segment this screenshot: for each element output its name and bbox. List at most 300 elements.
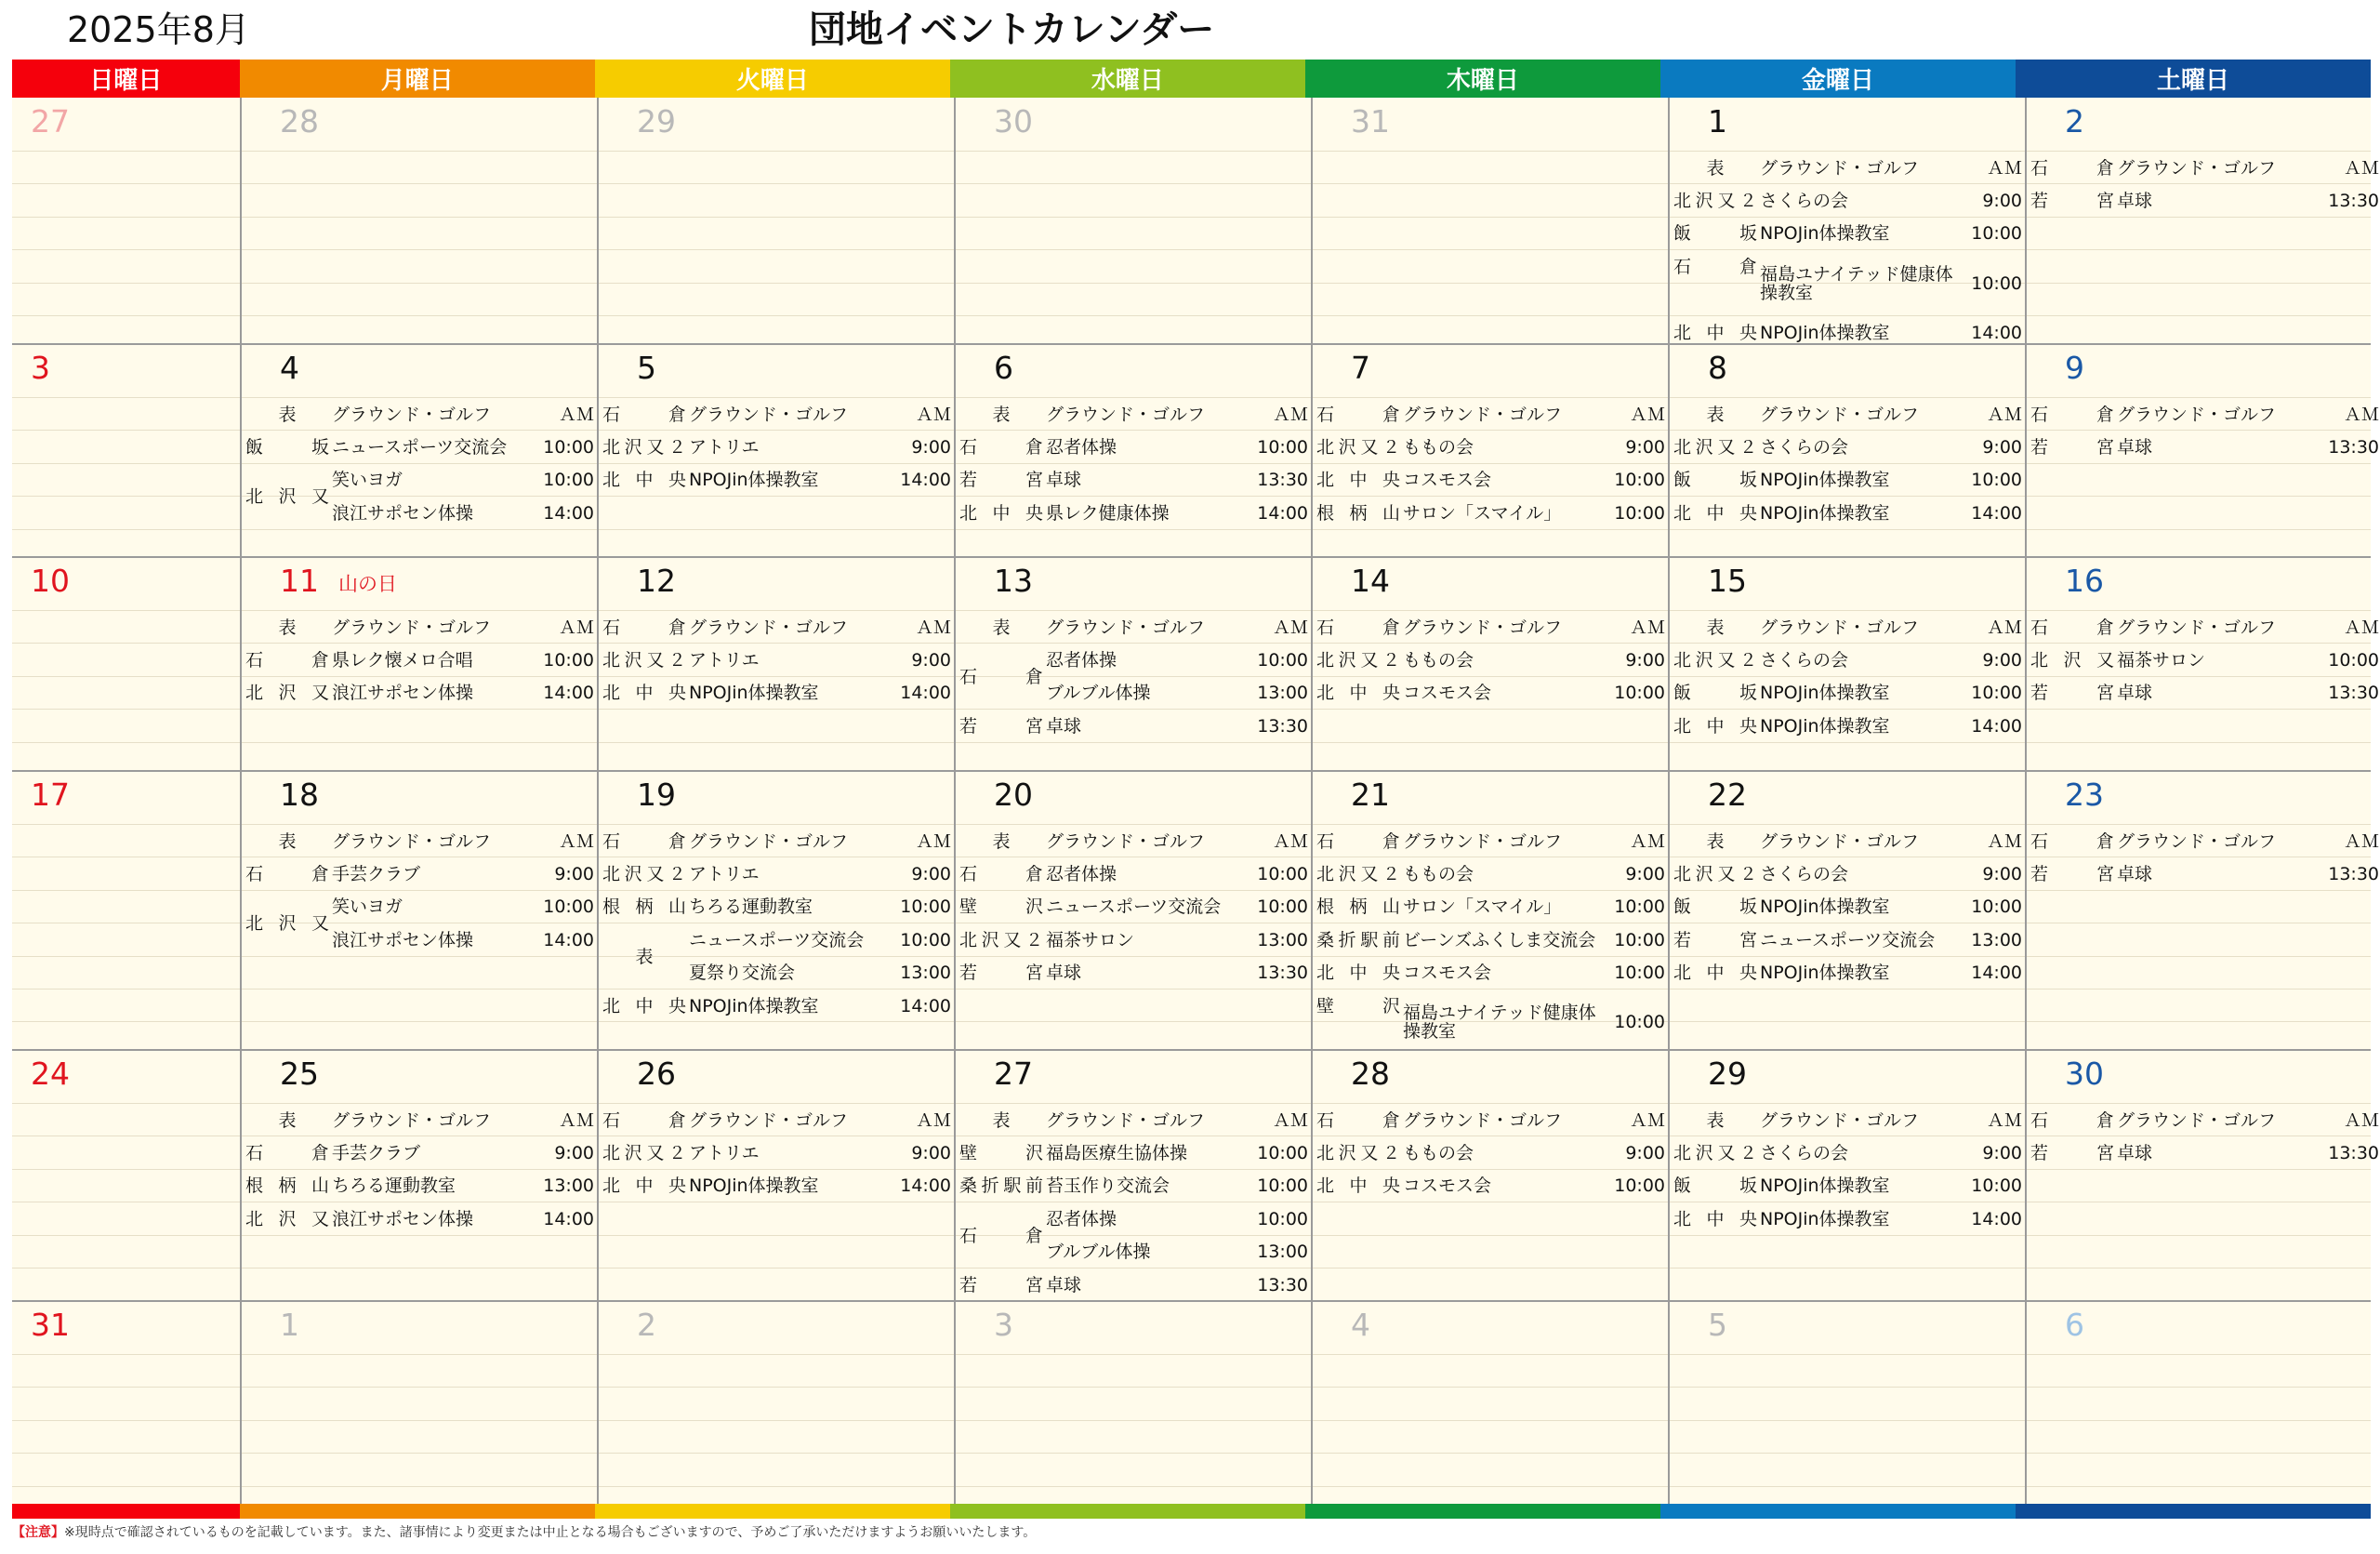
event-name: NPOJin体操教室: [689, 995, 819, 1016]
day-cell[interactable]: [955, 98, 1310, 342]
event-row[interactable]: [241, 1136, 596, 1169]
event-row[interactable]: [1669, 1202, 2024, 1235]
event-location: 石 倉: [2030, 830, 2114, 852]
event-time: ＡＭ: [1986, 830, 2022, 852]
event-time: ＡＭ: [1629, 617, 1665, 638]
event-row[interactable]: [1312, 398, 1667, 431]
event-row[interactable]: [955, 677, 1310, 710]
day-number: 11: [280, 563, 319, 599]
event-name: グラウンド・ゴルフ: [1403, 404, 1563, 425]
event-location: 表: [1706, 617, 1725, 638]
event-name: アトリエ: [689, 1143, 760, 1164]
note-text: ※現時点で確認されているものを記載しています。また、諸事情により変更または中止となる場合もございますので、予めご了承いただけますようお願いいたします。: [64, 1525, 1037, 1540]
event-row[interactable]: [1669, 891, 2024, 923]
event-row[interactable]: [955, 464, 1310, 497]
event-name: コスモス会: [1403, 470, 1492, 491]
event-row[interactable]: [2026, 857, 2380, 890]
event-time: 9:00: [1982, 191, 2022, 212]
event-name: 卓球: [1046, 963, 1082, 984]
day-cell[interactable]: [598, 1301, 953, 1502]
event-name: 卓球: [2117, 191, 2153, 212]
day-cell[interactable]: [955, 1050, 1310, 1299]
event-location: 北 沢 又 ２: [602, 864, 686, 885]
event-row[interactable]: [955, 1236, 1310, 1268]
holiday-label: 山の日: [338, 573, 397, 595]
event-time: 9:00: [1625, 437, 1665, 458]
day-number: 15: [1708, 563, 1747, 599]
event-location: 若 宮: [2030, 437, 2114, 458]
event-time: 10:00: [1614, 502, 1665, 524]
event-time: 9:00: [1982, 650, 2022, 671]
event-row[interactable]: [2026, 644, 2380, 676]
event-row[interactable]: [598, 431, 953, 463]
event-time: 10:00: [1257, 1175, 1308, 1197]
event-location: 北 中 央: [602, 683, 686, 704]
event-row[interactable]: [1669, 431, 2024, 463]
event-row[interactable]: [955, 431, 1310, 463]
event-name: NPOJin体操教室: [1760, 963, 1890, 984]
event-row[interactable]: [1669, 218, 2024, 250]
day-cell[interactable]: [12, 1050, 239, 1299]
day-number: 14: [1351, 563, 1390, 599]
event-name: グラウンド・ゴルフ: [332, 617, 492, 638]
day-cell[interactable]: [2026, 771, 2380, 1048]
event-name: グラウンド・ゴルフ: [1760, 157, 1920, 179]
day-cell[interactable]: [241, 98, 596, 342]
event-time: ＡＭ: [558, 617, 594, 638]
event-row[interactable]: [1669, 1136, 2024, 1169]
day-cell[interactable]: [2026, 1301, 2380, 1502]
event-time: 10:00: [1614, 683, 1665, 704]
bottom-bar-segment: [240, 1504, 595, 1519]
event-time: 14:00: [543, 683, 594, 704]
event-row[interactable]: [1669, 923, 2024, 956]
event-row[interactable]: [955, 398, 1310, 431]
event-row[interactable]: [1669, 497, 2024, 529]
event-row[interactable]: [1669, 152, 2024, 184]
event-row[interactable]: [2026, 611, 2380, 644]
day-cell[interactable]: [12, 98, 239, 342]
event-name: グラウンド・ゴルフ: [1760, 830, 1920, 852]
event-row[interactable]: [598, 990, 953, 1022]
event-name: グラウンド・ゴルフ: [1046, 404, 1206, 425]
day-number: 27: [31, 103, 70, 139]
event-location: 飯 坂: [1673, 1175, 1757, 1197]
day-cell[interactable]: [1312, 557, 1667, 769]
event-row[interactable]: [1669, 1104, 2024, 1136]
event-name: NPOJin体操教室: [1760, 470, 1890, 491]
day-cell[interactable]: [1669, 557, 2024, 769]
event-row[interactable]: [598, 1170, 953, 1202]
event-name: 夏祭り交流会: [689, 963, 796, 984]
day-cell[interactable]: [12, 771, 239, 1048]
day-cell[interactable]: [598, 1050, 953, 1299]
event-row[interactable]: [598, 464, 953, 497]
event-name: グラウンド・ゴルフ: [689, 404, 849, 425]
event-time: 14:00: [1971, 1208, 2022, 1229]
event-time: 9:00: [554, 1143, 594, 1164]
event-row[interactable]: [955, 1268, 1310, 1299]
event-row[interactable]: [1669, 398, 2024, 431]
day-cell[interactable]: [2026, 1050, 2380, 1299]
event-row[interactable]: [955, 923, 1310, 956]
event-name: ももの会: [1403, 437, 1474, 458]
day-number: 1: [1708, 103, 1727, 139]
event-row[interactable]: [1312, 677, 1667, 710]
day-number: 23: [2065, 777, 2104, 813]
day-number: 2: [2065, 103, 2084, 139]
event-row[interactable]: [2026, 825, 2380, 857]
event-location: 表: [635, 946, 654, 967]
event-time: 10:00: [1257, 897, 1308, 918]
event-time: 13:30: [1257, 1274, 1308, 1295]
day-cell[interactable]: [2026, 344, 2380, 555]
event-time: 9:00: [1625, 650, 1665, 671]
event-row[interactable]: [1312, 644, 1667, 676]
day-cell[interactable]: [598, 344, 953, 555]
event-location: 石 倉: [1316, 617, 1400, 638]
event-row[interactable]: [1312, 825, 1667, 857]
day-number: 2: [637, 1307, 656, 1343]
day-number: 25: [280, 1056, 319, 1092]
event-time: ＡＭ: [1986, 617, 2022, 638]
event-row[interactable]: [955, 644, 1310, 687]
event-row[interactable]: [598, 1104, 953, 1136]
event-row[interactable]: [955, 1136, 1310, 1169]
event-name: 卓球: [2117, 1143, 2153, 1164]
event-row[interactable]: [1669, 184, 2024, 217]
event-location: 北 沢 又: [2030, 650, 2114, 671]
event-row[interactable]: [1312, 431, 1667, 463]
event-name: さくらの会: [1760, 650, 1849, 671]
event-row[interactable]: [598, 611, 953, 644]
event-time: ＡＭ: [1629, 404, 1665, 425]
event-row[interactable]: [598, 825, 953, 857]
event-row[interactable]: [598, 891, 953, 923]
event-location: 根 柄 山: [1316, 502, 1400, 524]
event-location: 石 倉: [602, 1109, 686, 1131]
day-cell[interactable]: [598, 98, 953, 342]
event-name: グラウンド・ゴルフ: [1760, 617, 1920, 638]
event-location: 北 中 央: [602, 470, 686, 491]
event-location: 北 沢 又 ２: [1316, 650, 1400, 671]
event-time: 10:00: [1971, 470, 2022, 491]
day-number: 26: [637, 1056, 676, 1092]
event-name: グラウンド・ゴルフ: [1403, 830, 1563, 852]
event-row[interactable]: [241, 611, 596, 644]
event-row[interactable]: [1669, 250, 2024, 316]
event-location: 北 中 央: [602, 1175, 686, 1197]
event-time: 9:00: [1625, 1143, 1665, 1164]
day-cell[interactable]: [1312, 771, 1667, 1048]
event-row[interactable]: [598, 677, 953, 710]
day-cell[interactable]: [241, 344, 596, 555]
day-cell[interactable]: [955, 771, 1310, 1048]
event-time: 14:00: [900, 683, 951, 704]
event-name: グラウンド・ゴルフ: [689, 1109, 849, 1131]
event-row[interactable]: [1312, 611, 1667, 644]
event-name: ニュースポーツ交流会: [1760, 929, 1936, 950]
day-cell[interactable]: [598, 557, 953, 769]
event-name: ニュースポーツ交流会: [689, 929, 865, 950]
event-time: ＡＭ: [558, 830, 594, 852]
event-row[interactable]: [241, 464, 596, 508]
event-name: さくらの会: [1760, 864, 1849, 885]
event-time: 14:00: [1971, 963, 2022, 984]
event-name: 福島医療生協体操: [1046, 1143, 1188, 1164]
event-row[interactable]: [955, 1170, 1310, 1202]
event-row[interactable]: [955, 825, 1310, 857]
event-row[interactable]: [241, 497, 596, 529]
day-cell[interactable]: [955, 344, 1310, 555]
event-name: 卓球: [1046, 470, 1082, 491]
event-row[interactable]: [955, 891, 1310, 923]
event-name: 苔玉作り交流会: [1046, 1175, 1170, 1197]
event-location: 北 沢 又 ２: [1316, 864, 1400, 885]
event-row[interactable]: [241, 825, 596, 857]
event-row[interactable]: [955, 497, 1310, 529]
event-row[interactable]: [1312, 857, 1667, 890]
event-row[interactable]: [1669, 957, 2024, 990]
event-name: 笑いヨガ: [332, 470, 403, 491]
event-location: 飯 坂: [1673, 470, 1757, 491]
event-name: さくらの会: [1760, 1143, 1849, 1164]
event-name: 忍者体操: [1046, 864, 1117, 885]
event-row[interactable]: [598, 644, 953, 676]
event-name: 浪江サポセン体操: [332, 683, 474, 704]
event-name: ニュースポーツ交流会: [332, 437, 508, 458]
event-time: 9:00: [1982, 437, 2022, 458]
event-row[interactable]: [1669, 677, 2024, 710]
day-cell[interactable]: [1312, 1050, 1667, 1299]
day-cell[interactable]: [955, 1301, 1310, 1502]
event-name: 卓球: [2117, 864, 2153, 885]
event-time: 9:00: [911, 1143, 951, 1164]
event-name: ビーンズふくしま交流会: [1403, 929, 1596, 950]
event-row[interactable]: [241, 891, 596, 935]
event-row[interactable]: [955, 857, 1310, 890]
event-row[interactable]: [241, 1170, 596, 1202]
event-row[interactable]: [241, 923, 596, 956]
day-cell[interactable]: [2026, 98, 2380, 342]
day-number: 29: [1708, 1056, 1747, 1092]
event-location: 北 沢 又: [245, 913, 329, 935]
event-row[interactable]: [598, 923, 953, 967]
day-number: 12: [637, 563, 676, 599]
day-cell[interactable]: [241, 1050, 596, 1299]
event-row[interactable]: [2026, 677, 2380, 710]
event-row[interactable]: [2026, 152, 2380, 184]
event-name: 笑いヨガ: [332, 897, 403, 918]
event-time: 14:00: [1257, 502, 1308, 524]
day-cell[interactable]: [1669, 344, 2024, 555]
event-name: 県レク健康体操: [1046, 502, 1170, 524]
day-number: 30: [2065, 1056, 2104, 1092]
event-name: グラウンド・ゴルフ: [2117, 617, 2277, 638]
event-row[interactable]: [1669, 1170, 2024, 1202]
event-row[interactable]: [1669, 857, 2024, 890]
event-location: 北 沢 又 ２: [1316, 437, 1400, 458]
event-row[interactable]: [598, 1136, 953, 1169]
event-name: グラウンド・ゴルフ: [332, 1109, 492, 1131]
day-number: 3: [31, 350, 50, 386]
event-row[interactable]: [2026, 1104, 2380, 1136]
event-row[interactable]: [955, 957, 1310, 990]
event-location: 若 宮: [2030, 683, 2114, 704]
bottom-bar-segment: [12, 1504, 240, 1519]
day-cell[interactable]: [1669, 1050, 2024, 1299]
event-location: 桑 折 駅 前: [1316, 929, 1400, 950]
event-location: 北 沢 又: [245, 486, 329, 508]
day-cell[interactable]: [241, 557, 596, 769]
event-name: NPOJin体操教室: [1760, 897, 1890, 918]
event-time: 14:00: [1971, 715, 2022, 737]
day-number: 5: [1708, 1307, 1727, 1343]
event-location: 石 倉: [1673, 256, 1757, 277]
day-number: 27: [994, 1056, 1033, 1092]
event-name: NPOJin体操教室: [689, 470, 819, 491]
event-row[interactable]: [1669, 825, 2024, 857]
event-row[interactable]: [955, 1202, 1310, 1246]
event-location: 北 中 央: [1673, 1208, 1757, 1229]
event-row[interactable]: [2026, 431, 2380, 463]
event-name: コスモス会: [1403, 963, 1492, 984]
event-row[interactable]: [955, 1104, 1310, 1136]
event-row[interactable]: [241, 398, 596, 431]
event-location: 表: [992, 830, 1011, 852]
calendar-title: 団地イベントカレンダー: [809, 8, 1215, 51]
event-location: 北 中 央: [1673, 322, 1757, 342]
event-row[interactable]: [1312, 990, 1667, 1048]
event-location: 石 倉: [602, 404, 686, 425]
day-cell[interactable]: [12, 557, 239, 769]
event-row[interactable]: [241, 644, 596, 676]
event-time: 13:00: [900, 963, 951, 984]
event-row[interactable]: [1312, 923, 1667, 956]
day-cell[interactable]: [598, 771, 953, 1048]
event-row[interactable]: [1312, 957, 1667, 990]
day-cell[interactable]: [1312, 98, 1667, 342]
event-location: 表: [278, 830, 297, 852]
event-location: 北 沢 又 ２: [1673, 1143, 1757, 1164]
event-time: ＡＭ: [2343, 830, 2379, 852]
event-time: 13:30: [1257, 715, 1308, 737]
day-cell[interactable]: [12, 344, 239, 555]
event-time: 10:00: [1614, 963, 1665, 984]
day-number: 6: [2065, 1307, 2084, 1343]
event-name: グラウンド・ゴルフ: [689, 617, 849, 638]
day-cell[interactable]: [12, 1301, 239, 1502]
event-row[interactable]: [1312, 464, 1667, 497]
day-cell[interactable]: [1312, 344, 1667, 555]
event-row[interactable]: [1669, 710, 2024, 742]
event-location: 若 宮: [2030, 1143, 2114, 1164]
event-row[interactable]: [241, 431, 596, 463]
event-location: 石 倉: [1316, 830, 1400, 852]
event-row[interactable]: [1312, 891, 1667, 923]
event-location: 北 沢 又 ２: [602, 1143, 686, 1164]
event-time: 14:00: [1971, 322, 2022, 342]
event-row[interactable]: [955, 611, 1310, 644]
event-row[interactable]: [241, 677, 596, 710]
event-location: 石 倉: [245, 1143, 329, 1164]
event-time: ＡＭ: [558, 1109, 594, 1131]
event-time: 13:00: [1971, 929, 2022, 950]
event-row[interactable]: [241, 857, 596, 890]
event-time: ＡＭ: [2343, 617, 2379, 638]
day-cell[interactable]: [1669, 98, 2024, 342]
event-row[interactable]: [598, 857, 953, 890]
event-row[interactable]: [1312, 1104, 1667, 1136]
day-number: 3: [994, 1307, 1013, 1343]
day-cell[interactable]: [1312, 1301, 1667, 1502]
event-row[interactable]: [955, 710, 1310, 742]
event-row[interactable]: [1312, 1136, 1667, 1169]
event-row[interactable]: [2026, 1136, 2380, 1169]
day-cell[interactable]: [1669, 1301, 2024, 1502]
day-cell[interactable]: [241, 1301, 596, 1502]
event-name: NPOJin体操教室: [1760, 1208, 1890, 1229]
event-row[interactable]: [2026, 184, 2380, 217]
event-time: 10:00: [1614, 929, 1665, 950]
event-name: グラウンド・ゴルフ: [332, 404, 492, 425]
event-row[interactable]: [1669, 644, 2024, 676]
day-cell[interactable]: [2026, 557, 2380, 769]
event-time: 9:00: [1982, 864, 2022, 885]
event-time: 14:00: [543, 929, 594, 950]
event-row[interactable]: [241, 1104, 596, 1136]
event-row[interactable]: [241, 1202, 596, 1235]
event-time: ＡＭ: [1629, 830, 1665, 852]
day-cell[interactable]: [955, 557, 1310, 769]
day-number: 24: [31, 1056, 70, 1092]
event-location: 表: [992, 1109, 1011, 1131]
day-number: 16: [2065, 563, 2104, 599]
day-number: 20: [994, 777, 1033, 813]
event-time: 10:00: [543, 650, 594, 671]
day-cell[interactable]: [241, 771, 596, 1048]
day-number: 17: [31, 777, 70, 813]
event-location: 飯 坂: [1673, 897, 1757, 918]
event-location: 表: [1706, 157, 1725, 179]
event-row[interactable]: [1669, 611, 2024, 644]
event-location: 北 沢 又 ２: [1316, 1143, 1400, 1164]
event-location: 石 倉: [2030, 404, 2114, 425]
event-location: 石 倉: [959, 666, 1043, 687]
event-row[interactable]: [1312, 497, 1667, 529]
event-row[interactable]: [2026, 398, 2380, 431]
day-number: 9: [2065, 350, 2084, 386]
event-location: 石 倉: [1316, 1109, 1400, 1131]
day-number: 4: [1351, 1307, 1370, 1343]
event-time: 14:00: [1971, 502, 2022, 524]
day-cell[interactable]: [1669, 771, 2024, 1048]
event-row[interactable]: [1669, 316, 2024, 342]
event-row[interactable]: [598, 398, 953, 431]
event-name: グラウンド・ゴルフ: [1046, 830, 1206, 852]
event-location: 表: [992, 404, 1011, 425]
event-time: 14:00: [900, 1175, 951, 1197]
event-name: グラウンド・ゴルフ: [332, 830, 492, 852]
event-location: 北 沢 又 ２: [1673, 437, 1757, 458]
event-location: 北 中 央: [1316, 470, 1400, 491]
event-row[interactable]: [1669, 464, 2024, 497]
day-number: 21: [1351, 777, 1390, 813]
day-number: 31: [31, 1307, 70, 1343]
event-row[interactable]: [1312, 1170, 1667, 1202]
event-row[interactable]: [598, 957, 953, 990]
event-time: 14:00: [900, 995, 951, 1016]
